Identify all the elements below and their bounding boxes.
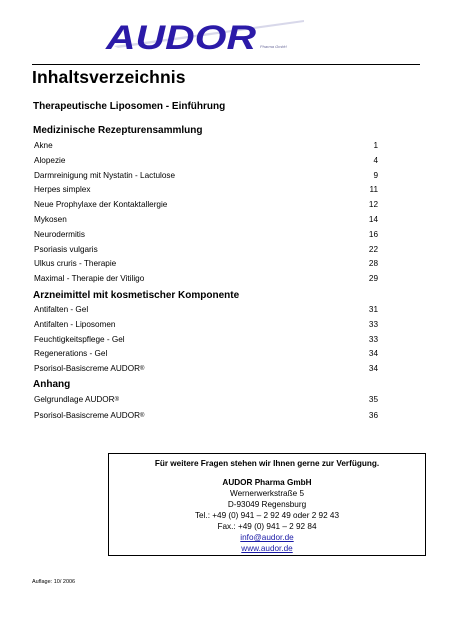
toc-entry-label: Herpes simplex	[34, 185, 91, 195]
toc-entry-label: Psoriasis vulgaris	[34, 244, 98, 254]
toc-entry-label: Darmreinigung mit Nystatin - Lactulose	[34, 170, 176, 180]
contact-tel: Tel.: +49 (0) 941 – 2 92 49 oder 2 92 43	[194, 511, 340, 520]
toc-entry-page: 33	[368, 334, 378, 344]
toc-entry-page: 34	[368, 364, 378, 374]
toc-entry-label: Mykosen	[34, 215, 67, 224]
registered-mark: ®	[140, 366, 145, 373]
section-cosmetic-heading: Arzneimittel mit kosmetischer Komponente	[33, 290, 240, 301]
contact-city: D-93049 Regensburg	[227, 500, 307, 509]
page-title: Inhaltsverzeichnis	[32, 67, 186, 87]
section-medical-heading: Medizinische Rezepturensammlung	[33, 125, 203, 136]
contact-street: Wernerwerkstraße 5	[229, 489, 304, 498]
toc-entry-page: 29	[368, 274, 378, 284]
toc-entry-page: 22	[368, 244, 378, 254]
toc-entry-page: 36	[368, 410, 378, 420]
toc-entry-page: 12	[368, 200, 378, 210]
toc-entry-page: 4	[373, 155, 378, 165]
contact-intro: Für weitere Fragen stehen wir Ihnen gerne zur Verfügung.	[154, 459, 380, 468]
contact-box	[108, 453, 426, 556]
toc-entry-label: Neurodermitis	[34, 229, 85, 239]
toc-entry-label: Feuchtigkeitspflege - Gel	[34, 334, 125, 344]
toc-entry-label: Antifalten - Liposomen	[34, 319, 116, 329]
contact-company: AUDOR Pharma GmbH	[222, 478, 312, 487]
toc-entry-label: Psorisol-Basiscreme AUDOR®	[34, 410, 145, 420]
section-appendix-heading: Anhang	[33, 379, 71, 390]
toc-entry-label: Ulkus cruris - Therapie	[34, 259, 117, 269]
logo-subtext: Pharma GmbH	[260, 44, 287, 49]
toc-entry-page: 31	[368, 305, 378, 314]
header-rule	[32, 64, 420, 65]
toc-entry-label: Neue Prophylaxe der Kontaktallergie	[34, 200, 168, 210]
toc-entry-page: 34	[368, 349, 378, 359]
toc-entry-page: 28	[368, 259, 378, 269]
toc-entry-label: Alopezie	[34, 155, 66, 165]
registered-mark: ®	[114, 397, 119, 403]
section-intro-heading: Therapeutische Liposomen - Einführung	[33, 101, 226, 112]
toc-entry-label: Regenerations - Gel	[34, 349, 108, 359]
edition-note: Auflage: 10/ 2006	[32, 579, 76, 585]
toc-entry-page: 1	[373, 141, 378, 150]
toc-entry-label: Gelgrundlage AUDOR®	[34, 395, 119, 404]
contact-fax: Fax.: +49 (0) 941 – 2 92 84	[217, 522, 317, 531]
logo-text: AUDOR	[104, 19, 257, 54]
toc-entry-label: Akne	[34, 141, 53, 150]
toc-entry-page: 16	[368, 229, 378, 239]
toc-entry-page: 9	[373, 170, 378, 180]
contact-web-link[interactable]: www.audor.de	[241, 544, 293, 553]
registered-mark: ®	[140, 412, 145, 419]
toc-entry-page: 35	[368, 395, 378, 404]
toc-entry-page: 14	[368, 215, 378, 224]
contact-email-link[interactable]: info@audor.de	[240, 533, 294, 542]
toc-entry-label: Antifalten - Gel	[34, 305, 89, 314]
toc-entry-page: 11	[369, 185, 378, 195]
toc-entry-label: Psorisol-Basiscreme AUDOR®	[34, 364, 145, 374]
toc-entry-label: Maximal - Therapie der Vitiligo	[34, 274, 145, 284]
toc-entry-page: 33	[368, 319, 378, 329]
